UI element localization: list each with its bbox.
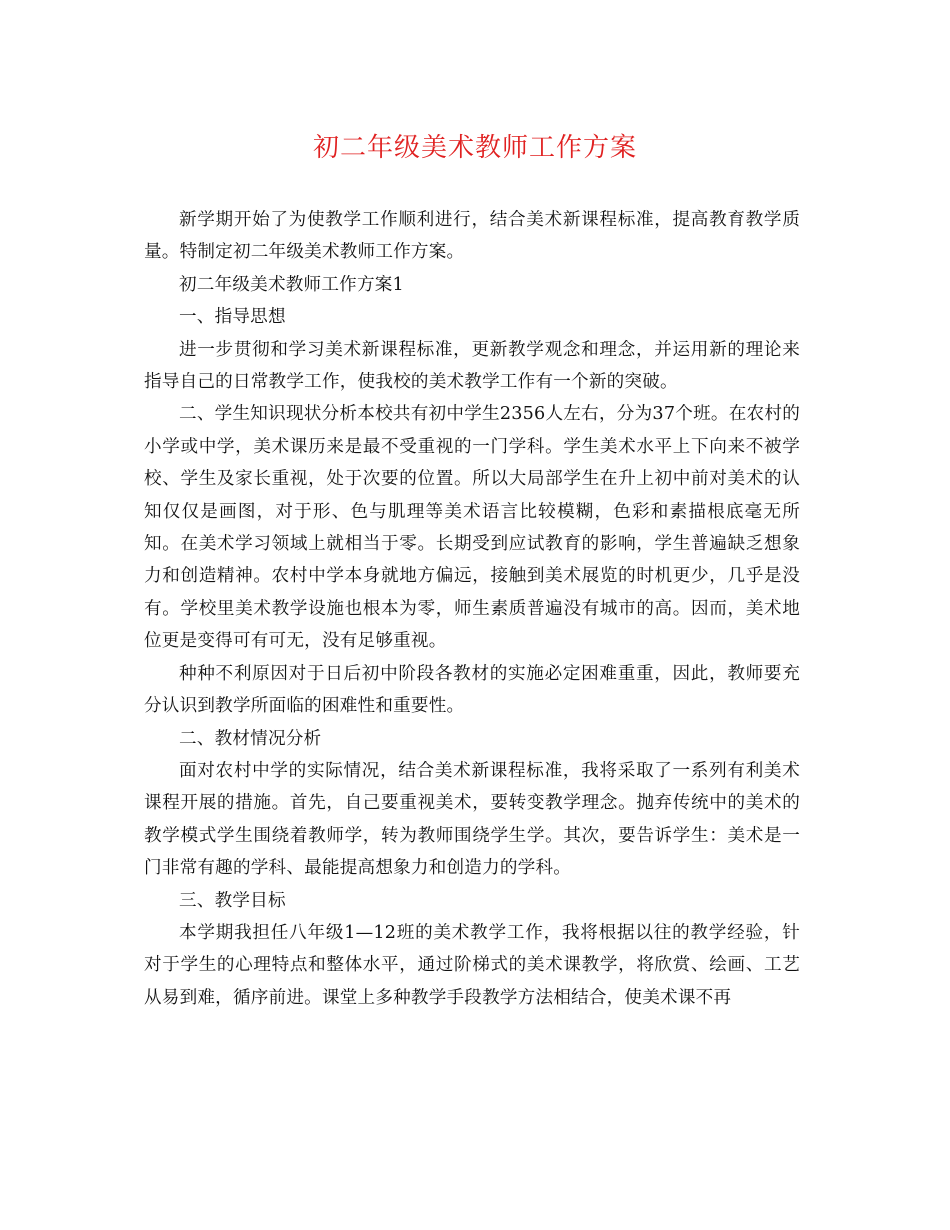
section-heading-teaching-goals: 三、教学目标	[179, 890, 286, 911]
student-analysis-paragraph: 二、学生知识现状分析本校共有初中学生2356人左右，分为37个班。在农村的小学或中学，美术课历来是最不受重视的一门学科。学生美术水平上下向来不被学校、学生及家长重视，处于次要的位置。所以大局部学生在升上初中前对美术的认知仅仅是画图，对于形、色与肌理等美术语言比较模糊，色彩和素描根底毫无所知。在美术学习领域上就相当于零。长期受到应试教育的影响，学生普遍缺乏想象力和创造精神。农村中学本身就地方偏远，接触到美术展览的时机更少，几乎是没有。学校里美术教学设施也根本为零，师生素质普遍没有城市的高。因而，美术地位更是变得可有可无，没有足够重视。	[144, 404, 800, 652]
difficulty-paragraph: 种种不利原因对于日后初中阶段各教材的实施必定困难重重，因此，教师要充分认识到教学所面临的困难性和重要性。	[144, 663, 800, 717]
document-title: 初二年级美术教师工作方案	[312, 133, 637, 163]
textbook-analysis-paragraph: 面对农村中学的实际情况，结合美术新课程标准，我将采取了一系列有利美术课程开展的措施。首先，自己要重视美术，要转变教学理念。抛弃传统中的美术的教学模式学生围绕着教师学，转为教师围绕学生学。其次，要告诉学生：美术是一门非常有趣的学科、最能提高想象力和创造力的学科。	[144, 760, 800, 879]
guiding-ideology-paragraph: 进一步贯彻和学习美术新课程标准，更新教学观念和理念，并运用新的理论来指导自己的日常教学工作，使我校的美术教学工作有一个新的突破。	[144, 339, 800, 393]
section-heading-guiding-ideology: 一、指导思想	[179, 307, 286, 328]
teaching-goals-paragraph: 本学期我担任八年级1—12班的美术教学工作，我将根据以往的教学经验，针对于学生的心理特点和整体水平，通过阶梯式的美术课教学，将欣赏、绘画、工艺从易到难，循序前进。课堂上多种教学手段教学方法相结合，使美术课不再	[144, 922, 800, 1008]
document-body	[144, 204, 800, 1014]
plan-subtitle: 初二年级美术教师工作方案1	[179, 274, 404, 295]
intro-paragraph: 新学期开始了为使教学工作顺利进行，结合美术新课程标准，提高教育教学质量。特制定初二年级美术教师工作方案。	[144, 210, 800, 263]
section-heading-textbook-analysis: 二、教材情况分析	[179, 728, 322, 749]
